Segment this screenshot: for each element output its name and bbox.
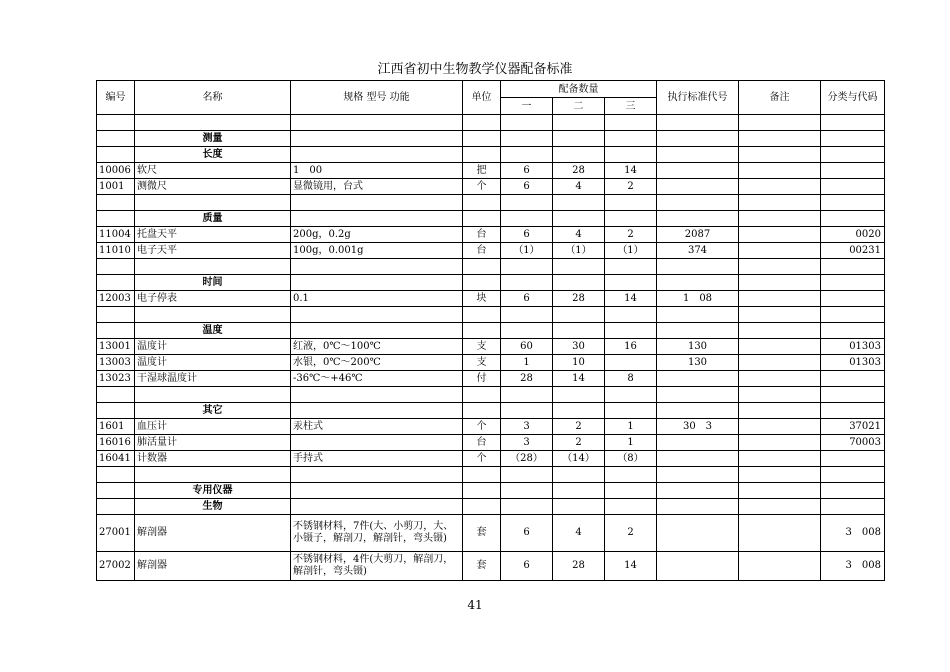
cell-remark	[739, 179, 821, 195]
cell-q1: 3	[501, 435, 553, 451]
table-row	[97, 355, 885, 371]
cell-q3: 2	[605, 227, 657, 243]
blank-row	[97, 307, 885, 323]
cell-spec: 不锈钢材料，4件(大剪刀，解剖刀，解剖针，弯头镊)	[291, 552, 463, 581]
cell-remark	[739, 371, 821, 387]
table-row	[97, 179, 885, 195]
blank-row	[97, 467, 885, 483]
cell-unit: 个	[463, 451, 501, 467]
table-row	[97, 515, 885, 552]
cell-unit: 支	[463, 355, 501, 371]
cell-unit: 台	[463, 243, 501, 259]
cell-q2: 10	[553, 355, 605, 371]
cell-q1: 6	[501, 515, 553, 552]
cell-code: 1601	[97, 419, 135, 435]
cell-code: 11004	[97, 227, 135, 243]
cell-code: 12003	[97, 291, 135, 307]
cell-name: 软尺	[135, 163, 291, 179]
cell-q1: （1）	[501, 243, 553, 259]
header-q2: 二	[553, 98, 605, 115]
cell-remark	[739, 435, 821, 451]
header-quantity: 配备数量	[501, 81, 657, 98]
cell-code: 13003	[97, 355, 135, 371]
cell-standard: 374	[657, 243, 739, 259]
section-length: 长度	[135, 147, 291, 163]
cell-q3	[605, 355, 657, 371]
header-name: 名称	[135, 81, 291, 115]
blank-row	[97, 259, 885, 275]
section-row	[97, 211, 885, 227]
cell-spec: 100g，0.001g	[291, 243, 463, 259]
section-row	[97, 323, 885, 339]
blank-row	[97, 115, 885, 131]
equipment-table	[96, 80, 885, 581]
cell-category: 01303	[821, 355, 885, 371]
cell-unit: 支	[463, 339, 501, 355]
cell-remark	[739, 243, 821, 259]
cell-spec: -36℃～+46℃	[291, 371, 463, 387]
header-q1: 一	[501, 98, 553, 115]
cell-q1: 28	[501, 371, 553, 387]
header-spec: 规格 型号 功能	[291, 81, 463, 115]
cell-q3: 1	[605, 435, 657, 451]
cell-q2: 28	[553, 163, 605, 179]
cell-q1: 6	[501, 291, 553, 307]
cell-category: 01303	[821, 339, 885, 355]
cell-category	[821, 451, 885, 467]
cell-q3: 14	[605, 291, 657, 307]
header-q3: 三	[605, 98, 657, 115]
cell-q3: 16	[605, 339, 657, 355]
cell-standard: 1 08	[657, 291, 739, 307]
cell-q2: （1）	[553, 243, 605, 259]
cell-name: 温度计	[135, 339, 291, 355]
cell-name: 血压计	[135, 419, 291, 435]
cell-q2: 28	[553, 291, 605, 307]
cell-category: 00231	[821, 243, 885, 259]
section-other: 其它	[135, 403, 291, 419]
cell-q1: 6	[501, 163, 553, 179]
cell-standard	[657, 371, 739, 387]
table-row	[97, 552, 885, 581]
cell-q3: 2	[605, 515, 657, 552]
cell-code: 27001	[97, 515, 135, 552]
cell-unit: 把	[463, 163, 501, 179]
header-remark: 备注	[739, 81, 821, 115]
cell-standard	[657, 179, 739, 195]
cell-q1: 3	[501, 419, 553, 435]
cell-standard	[657, 435, 739, 451]
cell-spec: 红液，0℃～100℃	[291, 339, 463, 355]
cell-category	[821, 163, 885, 179]
cell-code: 27002	[97, 552, 135, 581]
blank-row	[97, 195, 885, 211]
cell-q2: （14）	[553, 451, 605, 467]
cell-category: 0020	[821, 227, 885, 243]
header-category: 分类与代码	[821, 81, 885, 115]
cell-standard	[657, 163, 739, 179]
cell-spec: 不锈钢材料，7件(大、小剪刀，大、小镊子，解剖刀，解剖针，弯头镊)	[291, 515, 463, 552]
cell-standard	[657, 552, 739, 581]
cell-standard	[657, 451, 739, 467]
cell-remark	[739, 163, 821, 179]
cell-q2: 14	[553, 371, 605, 387]
cell-unit: 付	[463, 371, 501, 387]
table-row	[97, 451, 885, 467]
cell-code: 10006	[97, 163, 135, 179]
cell-unit: 个	[463, 419, 501, 435]
cell-q2: 4	[553, 227, 605, 243]
cell-q1: （28）	[501, 451, 553, 467]
cell-spec: 水银，0℃～200℃	[291, 355, 463, 371]
cell-remark	[739, 552, 821, 581]
section-row	[97, 483, 885, 499]
cell-unit: 套	[463, 552, 501, 581]
cell-category: 37021	[821, 419, 885, 435]
table-row	[97, 435, 885, 451]
cell-standard: 130	[657, 339, 739, 355]
section-row	[97, 499, 885, 515]
table-row	[97, 419, 885, 435]
table-row	[97, 243, 885, 259]
cell-name: 电子停表	[135, 291, 291, 307]
cell-code: 13023	[97, 371, 135, 387]
cell-q3: 14	[605, 163, 657, 179]
cell-q3: 2	[605, 179, 657, 195]
cell-unit: 个	[463, 179, 501, 195]
cell-spec: 200g，0.2g	[291, 227, 463, 243]
section-biology: 生物	[135, 499, 291, 515]
cell-q2: 28	[553, 552, 605, 581]
cell-spec: 显微镜用，台式	[291, 179, 463, 195]
page-title: 江西省初中生物教学仪器配备标准	[377, 62, 573, 77]
cell-category: 3 008	[821, 552, 885, 581]
section-row	[97, 131, 885, 147]
cell-remark	[739, 355, 821, 371]
cell-code: 16041	[97, 451, 135, 467]
cell-spec: 0.1	[291, 291, 463, 307]
cell-unit: 台	[463, 435, 501, 451]
cell-standard	[657, 515, 739, 552]
cell-q3: 14	[605, 552, 657, 581]
section-measure: 测量	[135, 131, 291, 147]
blank-row	[97, 387, 885, 403]
cell-category	[821, 291, 885, 307]
cell-spec: 手持式	[291, 451, 463, 467]
cell-unit: 块	[463, 291, 501, 307]
table-row	[97, 291, 885, 307]
cell-q2: 30	[553, 339, 605, 355]
cell-name: 电子天平	[135, 243, 291, 259]
table-row	[97, 163, 885, 179]
section-temperature: 温度	[135, 323, 291, 339]
cell-name: 解剖器	[135, 515, 291, 552]
cell-name: 计数器	[135, 451, 291, 467]
section-time: 时间	[135, 275, 291, 291]
cell-q2: 2	[553, 419, 605, 435]
cell-spec	[291, 435, 463, 451]
cell-spec: 1 00	[291, 163, 463, 179]
cell-q3: （1）	[605, 243, 657, 259]
cell-remark	[739, 291, 821, 307]
section-row	[97, 147, 885, 163]
table-row	[97, 227, 885, 243]
cell-name: 解剖器	[135, 552, 291, 581]
cell-q2: 2	[553, 435, 605, 451]
section-mass: 质量	[135, 211, 291, 227]
cell-code: 13001	[97, 339, 135, 355]
header-code: 编号	[97, 81, 135, 115]
cell-unit: 台	[463, 227, 501, 243]
cell-spec: 汞柱式	[291, 419, 463, 435]
section-special: 专用仪器	[135, 483, 291, 499]
cell-remark	[739, 419, 821, 435]
cell-name: 肺活量计	[135, 435, 291, 451]
header-unit: 单位	[463, 81, 501, 115]
cell-q3: （8）	[605, 451, 657, 467]
cell-remark	[739, 451, 821, 467]
header-row-1	[97, 81, 885, 98]
cell-q3: 1	[605, 419, 657, 435]
cell-category	[821, 371, 885, 387]
cell-name: 干湿球温度计	[135, 371, 291, 387]
cell-standard: 130	[657, 355, 739, 371]
cell-q1: 6	[501, 179, 553, 195]
cell-q1: 1	[501, 355, 553, 371]
cell-category: 70003	[821, 435, 885, 451]
page-number: 41	[467, 598, 483, 612]
header-standard: 执行标准代号	[657, 81, 739, 115]
table-row	[97, 371, 885, 387]
cell-q1: 6	[501, 552, 553, 581]
cell-remark	[739, 339, 821, 355]
section-row	[97, 403, 885, 419]
cell-standard: 30 3	[657, 419, 739, 435]
cell-category	[821, 179, 885, 195]
cell-name: 温度计	[135, 355, 291, 371]
cell-remark	[739, 515, 821, 552]
cell-code: 1001	[97, 179, 135, 195]
cell-q1: 60	[501, 339, 553, 355]
cell-q1: 6	[501, 227, 553, 243]
cell-standard: 2087	[657, 227, 739, 243]
cell-remark	[739, 227, 821, 243]
cell-q2: 4	[553, 515, 605, 552]
section-row	[97, 275, 885, 291]
cell-name: 托盘天平	[135, 227, 291, 243]
cell-q2: 4	[553, 179, 605, 195]
table-row	[97, 339, 885, 355]
cell-unit: 套	[463, 515, 501, 552]
cell-code: 16016	[97, 435, 135, 451]
cell-name: 测微尺	[135, 179, 291, 195]
cell-category: 3 008	[821, 515, 885, 552]
cell-code: 11010	[97, 243, 135, 259]
cell-q3: 8	[605, 371, 657, 387]
